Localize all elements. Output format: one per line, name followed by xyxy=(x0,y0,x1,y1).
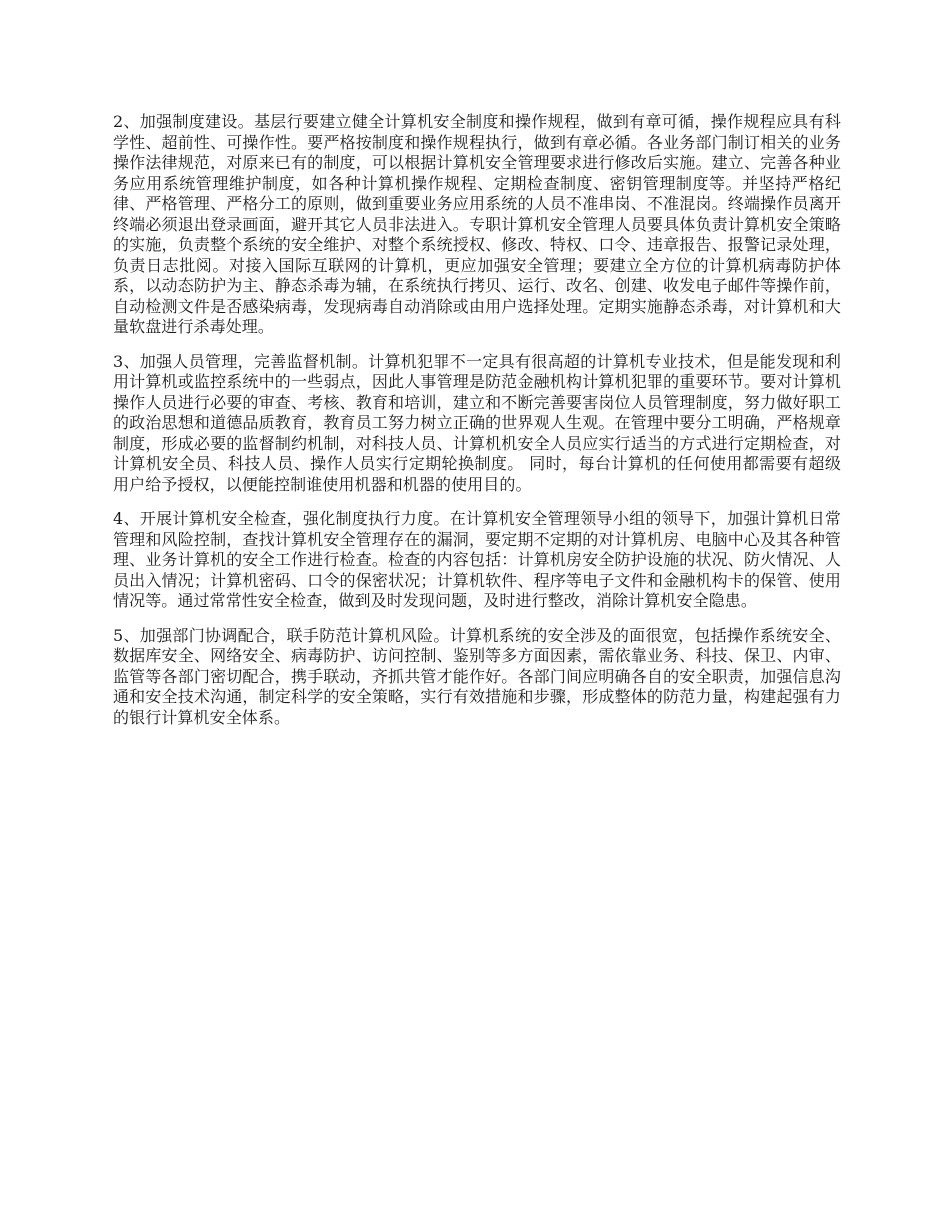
paragraph-3-personnel-management: 3、加强人员管理，完善监督机制。计算机犯罪不一定具有很高超的计算机专业技术，但是能发现和利用计算机或监控系统中的一些弱点，因此人事管理是防范金融机构计算机犯罪的重要环节。要对计算机操作人员进行必要的审查、考核、教育和培训，建立和不断完善要害岗位人员管理制度，努力做好职工的政治思想和道德品质教育，教育员工努力树立正确的世界观人生观。在管理中要分工明确，严格规章制度，形成必要的监督制约机制，对科技人员、计算机机安全人员应实行适当的方式进行定期检查，对计算机安全员、科技人员、操作人员实行定期轮换制度。 同时，每台计算机的任何使用都需要有超级用户给予授权，以便能控制谁使用机器和机器的使用目的。 xyxy=(113,351,841,494)
paragraph-4-security-inspection: 4、开展计算机安全检查，强化制度执行力度。在计算机安全管理领导小组的领导下，加强计算机日常管理和风险控制，查找计算机安全管理存在的漏洞，要定期不定期的对计算机房、电脑中心及其各种管理、业务计算机的安全工作进行检查。检查的内容包括：计算机房安全防护设施的状况、防火情况、人员出入情况；计算机密码、口令的保密状况；计算机软件、程序等电子文件和金融机构卡的保管、使用情况等。通过常常性安全检查，做到及时发现问题，及时进行整改，消除计算机安全隐患。 xyxy=(113,509,841,610)
paragraph-2-system-building: 2、加强制度建设。基层行要建立健全计算机安全制度和操作规程，做到有章可循，操作规程应具有科学性、超前性、可操作性。要严格按制度和操作规程执行，做到有章必循。各业务部门制订相关的业务操作法律规范，对原来已有的制度，可以根据计算机安全管理要求进行修改后实施。建立、完善各种业务应用系统管理维护制度，如各种计算机操作规程、定期检查制度、密钥管理制度等。并坚持严格纪律、严格管理、严格分工的原则，做到重要业务应用系统的人员不准串岗、不准混岗。终端操作员离开终端必须退出登录画面，避开其它人员非法进入。专职计算机安全管理人员要具体负责计算机安全策略的实施，负责整个系统的安全维护、对整个系统授权、修改、特权、口令、违章报告、报警记录处理，负责日志批阅。对接入国际互联网的计算机，更应加强安全管理；要建立全方位的计算机病毒防护体系，以动态防护为主、静态杀毒为辅，在系统执行拷贝、运行、改名、创建、收发电子邮件等操作前，自动检测文件是否感染病毒，发现病毒自动消除或由用户选择处理。定期实施静态杀毒，对计算机和大量软盘进行杀毒处理。 xyxy=(113,112,841,336)
paragraph-5-department-coordination: 5、加强部门协调配合，联手防范计算机风险。计算机系统的安全涉及的面很宽，包括操作系统安全、数据库安全、网络安全、病毒防护、访问控制、鉴别等多方面因素，需依靠业务、科技、保卫、内审、监管等各部门密切配合，携手联动，齐抓共管才能作好。各部门间应明确各自的安全职责，加强信息沟通和安全技术沟通，制定科学的安全策略，实行有效措施和步骤，形成整体的防范力量，构建起强有力的银行计算机安全体系。 xyxy=(113,625,841,727)
document-body xyxy=(113,112,841,742)
